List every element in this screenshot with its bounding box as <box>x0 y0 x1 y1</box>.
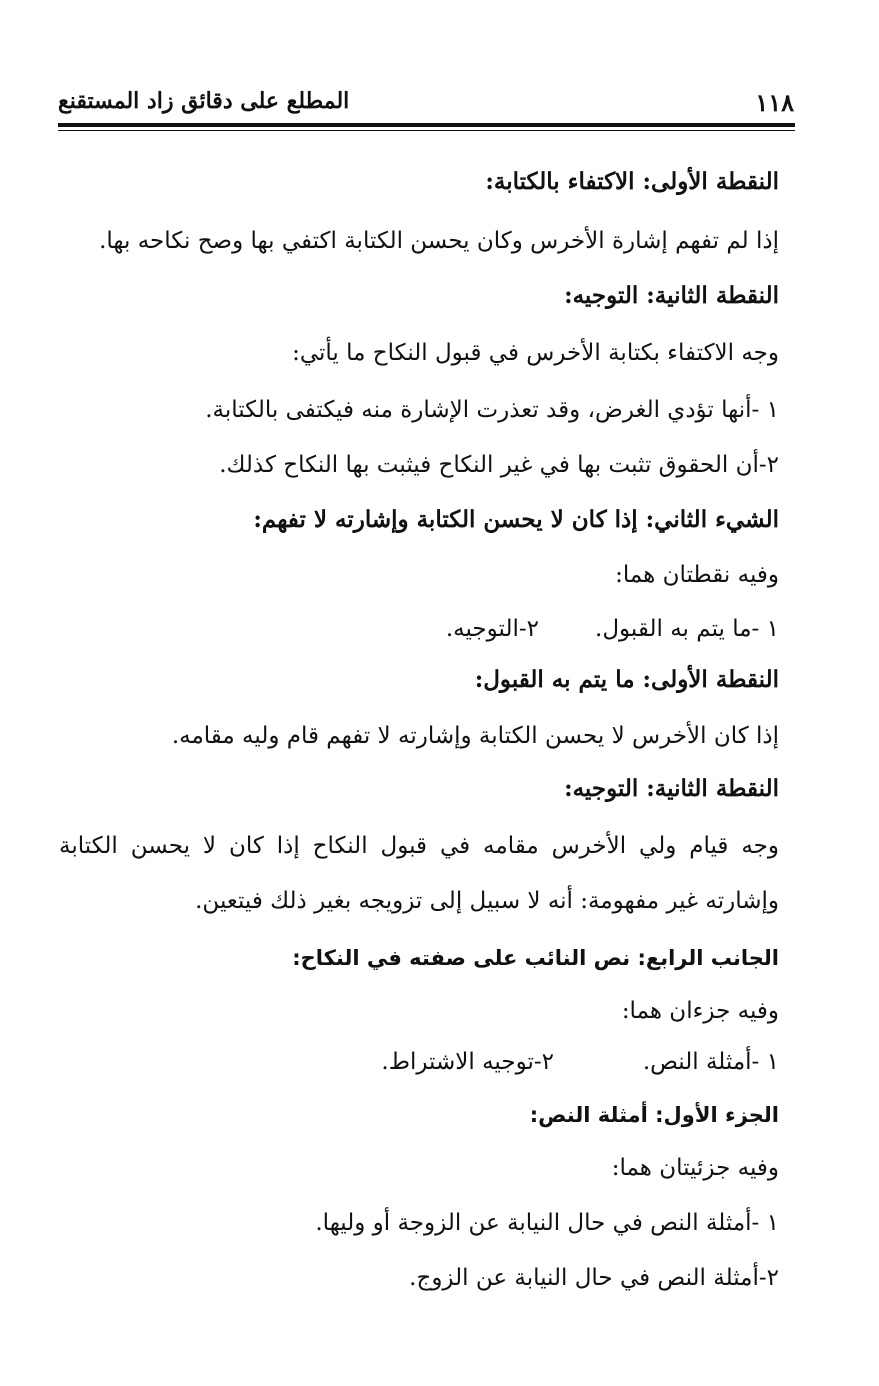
section-heading: النقطة الأولى: ما يتم به القبول: <box>474 666 779 693</box>
section-heading: الجانب الرابع: نص النائب على صفته في النكاح: <box>292 946 779 970</box>
paragraph-line: وفيه جزءان هما: <box>621 998 779 1024</box>
section-heading: النقطة الأولى: الاكتفاء بالكتابة: <box>485 168 779 195</box>
list-item: ١ -أمثلة النص في حال النيابة عن الزوجة أو وليها. <box>315 1210 779 1236</box>
list-item: ٢-أمثلة النص في حال النيابة عن الزوج. <box>409 1265 779 1291</box>
list-item: ٢-أن الحقوق تثبت بها في غير النكاح فيثبت بها النكاح كذلك. <box>219 452 779 478</box>
column-item: ٢-توجيه الاشتراط. <box>381 1049 554 1075</box>
list-item: ١ -أنها تؤدي الغرض، وقد تعذرت الإشارة منه فيكتفى بالكتابة. <box>205 397 779 423</box>
running-title: المطلع على دقائق زاد المستقنع <box>58 88 350 114</box>
header-rule-thin <box>58 130 795 131</box>
column-item: ١ -ما يتم به القبول. <box>595 616 779 642</box>
paragraph-line: وإشارته غير مفهومة: أنه لا سبيل إلى تزويجه بغير ذلك فيتعين. <box>195 888 779 914</box>
header-rule-thick <box>58 123 795 127</box>
section-heading: النقطة الثانية: التوجيه: <box>564 282 779 309</box>
paragraph-line: إذا كان الأخرس لا يحسن الكتابة وإشارته لا تفهم قام وليه مقامه. <box>171 723 779 749</box>
paragraph-line: وجه قيام ولي الأخرس مقامه في قبول النكاح إذا كان لا يحسن الكتابة <box>59 833 779 859</box>
paragraph-line: وجه الاكتفاء بكتابة الأخرس في قبول النكاح ما يأتي: <box>292 340 779 366</box>
column-item: ٢-التوجيه. <box>445 616 539 642</box>
page-number: ١١٨ <box>755 88 794 117</box>
paragraph-line: إذا لم تفهم إشارة الأخرس وكان يحسن الكتابة اكتفي بها وصح نكاحه بها. <box>99 228 779 254</box>
section-heading: النقطة الثانية: التوجيه: <box>564 775 779 802</box>
page-header <box>58 88 794 122</box>
section-heading: الشيء الثاني: إذا كان لا يحسن الكتابة وإشارته لا تفهم: <box>253 506 779 533</box>
column-item: ١ -أمثلة النص. <box>642 1049 779 1075</box>
paragraph-line: وفيه نقطتان هما: <box>615 562 779 588</box>
section-heading: الجزء الأول: أمثلة النص: <box>529 1103 779 1127</box>
paragraph-line: وفيه جزئيتان هما: <box>611 1155 779 1181</box>
